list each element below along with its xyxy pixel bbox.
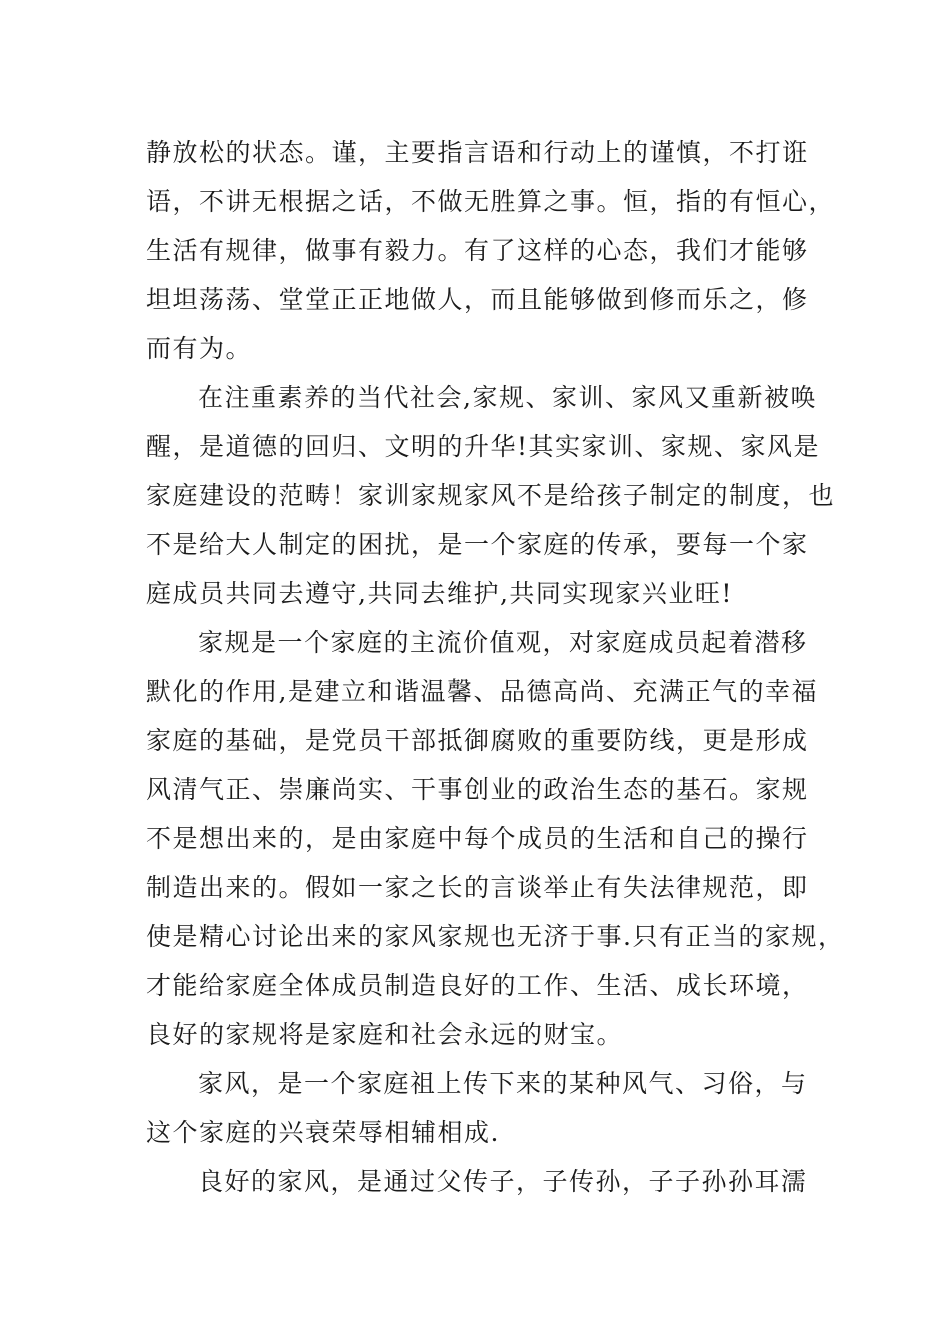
text-line: 这个家庭的兴衰荣辱相辅相成. xyxy=(146,1118,500,1147)
text-line: 才能给家庭全体成员制造良好的工作、生活、成长环境， xyxy=(146,971,809,1000)
text-line: 风清气正、崇廉尚实、干事创业的政治生态的基石。家规 xyxy=(146,775,809,804)
text-line: 默化的作用,是建立和谐温馨、品德高尚、充满正气的幸福 xyxy=(146,677,818,706)
text-line: 语，不讲无根据之话，不做无胜算之事。恒，指的有恒心， xyxy=(146,187,836,216)
text-line: 制造出来的。假如一家之长的言谈举止有失法律规范，即 xyxy=(146,873,809,902)
text-line: 醒，是道德的回归、文明的升华!其实家训、家规、家风是 xyxy=(146,432,821,461)
text-line: 而有为。 xyxy=(146,334,253,363)
text-line: 家风，是一个家庭祖上传下来的某种风气、习俗，与 xyxy=(198,1069,808,1098)
text-line: 生活有规律，做事有毅力。有了这样的心态，我们才能够 xyxy=(146,236,809,265)
text-line: 静放松的状态。谨，主要指言语和行动上的谨慎，不打诳 xyxy=(146,138,809,167)
text-line: 家庭建设的范畴！家训家规家风不是给孩子制定的制度，也 xyxy=(146,481,836,510)
text-line: 家规是一个家庭的主流价值观，对家庭成员起着潜移 xyxy=(198,628,808,657)
text-line: 不是给大人制定的困扰，是一个家庭的传承，要每一个家 xyxy=(146,530,809,559)
text-line: 坦坦荡荡、堂堂正正地做人，而且能够做到修而乐之，修 xyxy=(146,285,809,314)
text-line: 良好的家风，是通过父传子，子传孙，子子孙孙耳濡 xyxy=(198,1167,808,1196)
text-line: 庭成员共同去遵守,共同去维护,共同实现家兴业旺! xyxy=(146,579,733,608)
text-line: 不是想出来的，是由家庭中每个成员的生活和自己的操行 xyxy=(146,824,809,853)
text-line: 良好的家规将是家庭和社会永远的财宝。 xyxy=(146,1020,624,1049)
text-line: 家庭的基础，是党员干部抵御腐败的重要防线，更是形成 xyxy=(146,726,809,755)
text-line: 使是精心讨论出来的家风家规也无济于事.只有正当的家规， xyxy=(146,922,845,951)
text-line: 在注重素养的当代社会,家规、家训、家风又重新被唤 xyxy=(198,383,817,412)
document-body xyxy=(146,128,845,1206)
